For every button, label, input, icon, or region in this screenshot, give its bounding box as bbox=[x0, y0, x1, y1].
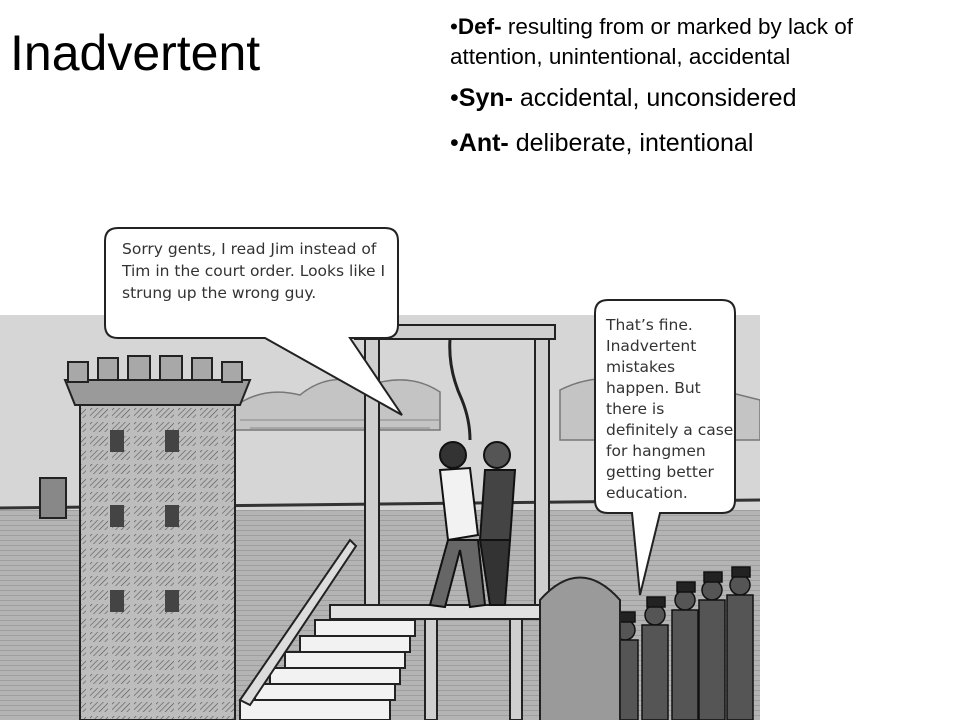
right-bubble-line: there is bbox=[606, 400, 665, 418]
left-bubble-line: Sorry gents, I read Jim instead of bbox=[122, 240, 377, 258]
definition-term: Def- bbox=[457, 14, 502, 39]
right-bubble-line: That’s fine. bbox=[606, 316, 693, 334]
left-bubble-line: strung up the wrong guy. bbox=[122, 284, 317, 302]
synonyms-text: accidental, unconsidered bbox=[512, 84, 797, 112]
definition-text: resulting from or marked by lack of attention, unintentional, accidental bbox=[450, 14, 854, 69]
right-bubble-line: mistakes bbox=[606, 358, 676, 376]
slide-title: Inadvertent bbox=[10, 25, 261, 81]
gallows-cartoon-illustration bbox=[0, 224, 760, 720]
right-bubble-line: definitely a case bbox=[606, 421, 734, 439]
definition-list bbox=[450, 12, 950, 174]
right-bubble-line: getting better bbox=[606, 463, 714, 481]
synonyms-term: Syn- bbox=[458, 84, 513, 112]
antonyms-term: Ant- bbox=[458, 129, 509, 157]
right-bubble-line: happen. But bbox=[606, 379, 701, 397]
left-bubble-line: Tim in the court order. Looks like I bbox=[122, 262, 386, 280]
definition-item: •Def- resulting from or marked by lack of attention, unintentional, accidental bbox=[450, 14, 854, 69]
right-bubble-line: for hangmen bbox=[606, 442, 706, 460]
right-bubble-line: education. bbox=[606, 484, 688, 502]
archway bbox=[540, 578, 620, 720]
synonyms-item: •Syn- accidental, unconsidered bbox=[450, 84, 797, 112]
right-bubble-line: Inadvertent bbox=[606, 337, 697, 355]
castle-tower bbox=[65, 356, 250, 720]
antonyms-item: •Ant- deliberate, intentional bbox=[450, 129, 754, 157]
antonyms-text: deliberate, intentional bbox=[508, 129, 754, 157]
